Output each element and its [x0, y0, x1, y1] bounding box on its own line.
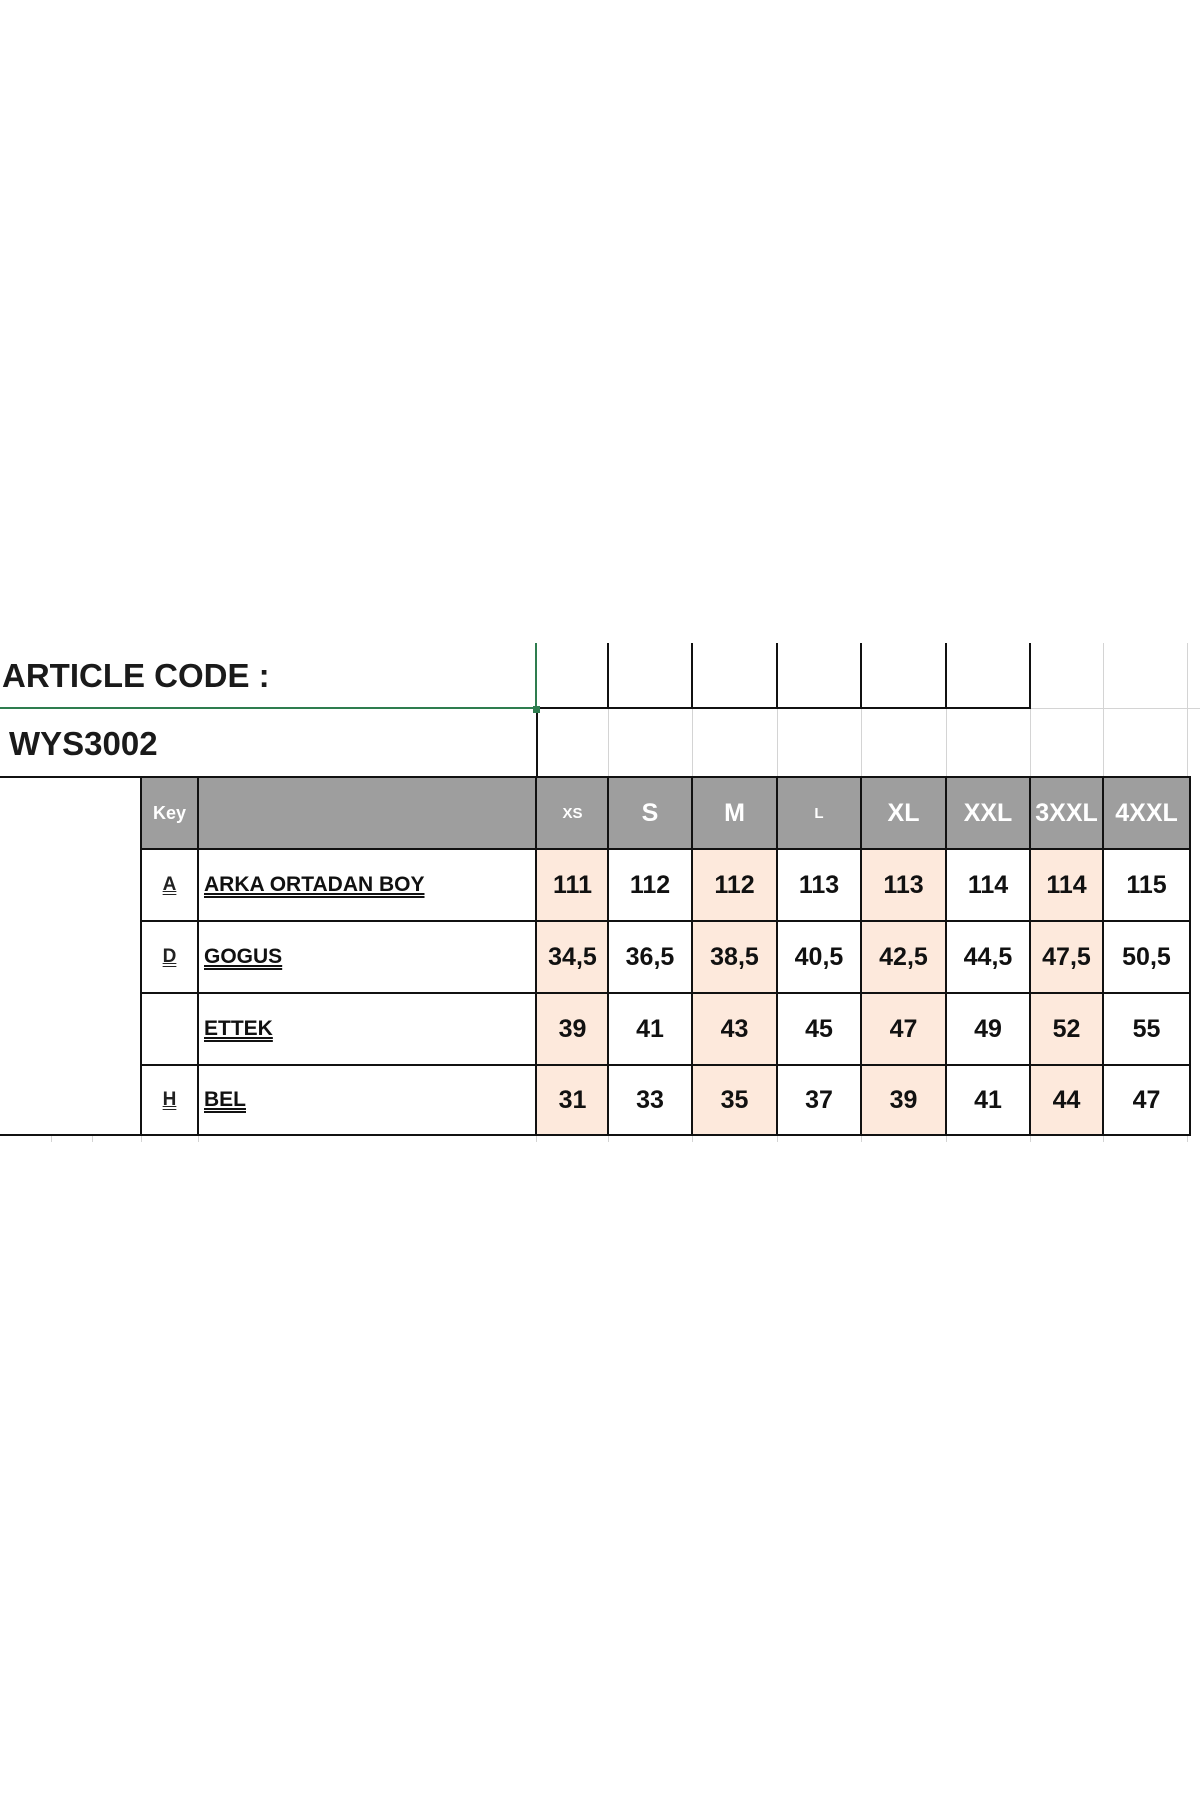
value-cell[interactable]: 33	[636, 1085, 664, 1114]
row-key	[141, 994, 198, 1064]
value-cell[interactable]: 40,5	[794, 942, 844, 971]
article-code-label: ARTICLE CODE :	[2, 657, 270, 694]
value-cell[interactable]: 113	[798, 870, 840, 899]
header-key: Key	[152, 802, 187, 823]
article-code-value[interactable]: WYS3002	[9, 725, 158, 762]
gridline	[536, 1136, 537, 1142]
gridline	[608, 708, 609, 778]
cell-border	[536, 707, 538, 778]
header-size-s: S	[641, 798, 659, 827]
header-size-xl: XL	[887, 798, 920, 827]
gridline	[1187, 1136, 1188, 1142]
gridline	[1103, 643, 1104, 778]
gridline	[51, 1136, 52, 1142]
column-border	[945, 776, 947, 1136]
gridline	[946, 708, 947, 778]
value-cell[interactable]: 36,5	[625, 942, 675, 971]
row-label: BEL	[204, 1088, 246, 1111]
gridline	[1030, 708, 1200, 709]
value-cell[interactable]: 37	[805, 1085, 833, 1114]
gridline	[1030, 1136, 1031, 1142]
selection-border	[0, 707, 538, 709]
value-cell[interactable]: 47,5	[1042, 942, 1091, 971]
value-cell[interactable]: 112	[629, 870, 671, 899]
column-border	[197, 776, 199, 1136]
value-cell[interactable]: 112	[714, 870, 755, 899]
row-border	[141, 848, 1190, 850]
column-border	[1189, 776, 1191, 1136]
gridline	[92, 1136, 93, 1142]
value-cell[interactable]: 34,5	[548, 942, 597, 971]
row-key: D	[162, 946, 177, 967]
value-cell[interactable]: 43	[720, 1014, 749, 1043]
gridline	[198, 1136, 199, 1142]
gridline	[861, 708, 862, 778]
row-border	[141, 920, 1190, 922]
value-cell[interactable]: 115	[1126, 870, 1167, 899]
value-cell[interactable]: 38,5	[710, 942, 759, 971]
cell-border	[691, 643, 693, 709]
value-cell[interactable]: 41	[636, 1014, 664, 1043]
value-cell[interactable]: 44,5	[963, 942, 1013, 971]
header-size-3xxl: 3XXL	[1035, 798, 1098, 827]
value-cell[interactable]: 44	[1052, 1085, 1081, 1114]
cell-border	[537, 707, 1031, 709]
column-border	[607, 776, 609, 1136]
value-cell[interactable]: 39	[889, 1085, 918, 1114]
gridline	[1103, 1136, 1104, 1142]
row-border	[141, 992, 1190, 994]
value-cell[interactable]: 47	[1132, 1085, 1161, 1114]
value-cell[interactable]: 47	[889, 1014, 918, 1043]
value-cell[interactable]: 50,5	[1122, 942, 1171, 971]
gridline	[777, 1136, 778, 1142]
header-size-l: L	[814, 804, 824, 822]
header-size-xs: XS	[562, 804, 583, 822]
gridline	[946, 1136, 947, 1142]
selection-handle[interactable]	[533, 706, 540, 713]
gridline	[861, 1136, 862, 1142]
value-cell[interactable]: 114	[967, 870, 1009, 899]
cell-border	[1029, 643, 1031, 709]
column-border	[691, 776, 693, 1136]
value-cell[interactable]: 113	[883, 870, 924, 899]
column-border	[1029, 776, 1031, 1136]
value-cell[interactable]: 49	[974, 1014, 1002, 1043]
gridline	[1030, 708, 1031, 778]
column-border	[140, 776, 142, 1136]
column-border	[1102, 776, 1104, 1136]
header-size-xxl: XXL	[963, 798, 1013, 827]
value-cell[interactable]: 52	[1052, 1014, 1081, 1043]
cell-border	[945, 643, 947, 709]
value-cell[interactable]: 55	[1132, 1014, 1161, 1043]
gridline	[608, 1136, 609, 1142]
row-key: A	[162, 874, 177, 895]
value-cell[interactable]: 31	[558, 1085, 587, 1114]
selection-border	[535, 643, 537, 709]
gridline	[692, 708, 693, 778]
header-size-m: M	[724, 798, 745, 827]
row-border	[141, 1064, 1190, 1066]
value-cell[interactable]: 114	[1046, 870, 1087, 899]
table-bottom-border	[0, 1134, 1190, 1136]
row-label: ETTEK	[204, 1017, 273, 1040]
header-size-4xxl: 4XXL	[1115, 798, 1178, 827]
gridline	[141, 1136, 142, 1142]
gridline	[1187, 643, 1188, 778]
cell-border	[860, 643, 862, 709]
cell-border	[776, 643, 778, 709]
value-cell[interactable]: 35	[720, 1085, 749, 1114]
row-label: GOGUS	[204, 945, 283, 968]
value-cell[interactable]: 111	[553, 870, 592, 899]
row-key: H	[162, 1089, 177, 1110]
value-cell[interactable]: 45	[805, 1014, 833, 1043]
cell-border	[607, 643, 609, 709]
column-border	[860, 776, 862, 1136]
column-border	[776, 776, 778, 1136]
gridline	[777, 708, 778, 778]
column-border	[535, 776, 537, 1136]
value-cell[interactable]: 41	[974, 1085, 1002, 1114]
row-label: ARKA ORTADAN BOY	[204, 873, 425, 896]
gridline	[692, 1136, 693, 1142]
value-cell[interactable]: 42,5	[879, 942, 928, 971]
value-cell[interactable]: 39	[558, 1014, 587, 1043]
